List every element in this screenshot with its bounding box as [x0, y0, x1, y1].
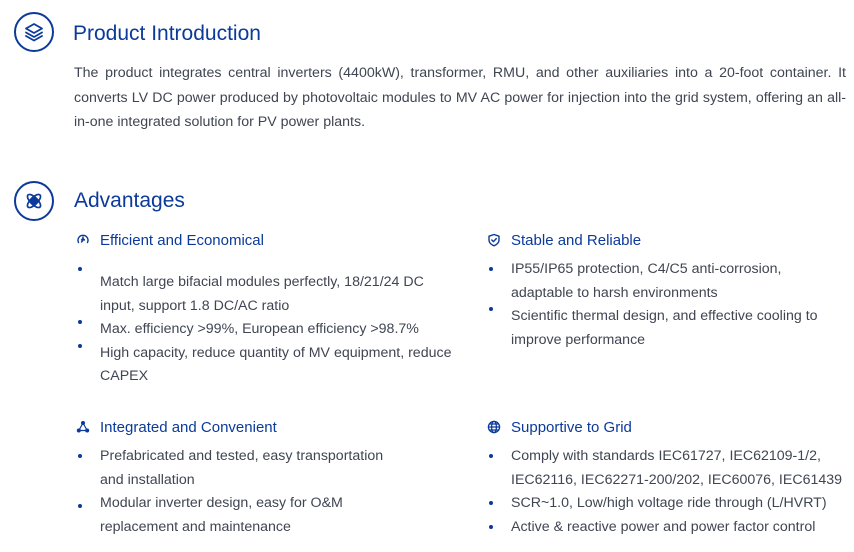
intro-text: The product integrates central inverters (4400kW), transformer, RMU, and other auxiliaries into a 20-foot container. It converts LV DC power produced by photovoltaic modules to MV AC power for injection into the grid system, offering an all-in-one integrated solution for PV power plants. — [74, 65, 846, 130]
list-item-text: Max. efficiency >99%, European efficiency >98.7% — [100, 321, 419, 337]
list-item — [486, 492, 848, 516]
list-item-text: Modular inverter design, easy for O&M replacement and maintenance — [100, 495, 343, 535]
advantage-title: Supportive to Grid — [511, 418, 632, 436]
advantage-grid — [486, 417, 848, 539]
network-icon — [75, 419, 91, 435]
advantage-title: Efficient and Economical — [100, 231, 264, 249]
advantage-stable — [486, 230, 846, 352]
efficiency-icon — [75, 232, 91, 248]
list-item-text: High capacity, reduce quantity of MV equipment, reduce CAPEX — [100, 344, 452, 384]
list-item — [75, 445, 400, 492]
bullet-dot — [489, 454, 493, 458]
bullet-dot — [489, 307, 493, 311]
bullet-dot — [78, 267, 82, 271]
globe-icon — [486, 419, 502, 435]
bullet-dot — [78, 344, 82, 348]
list-item — [486, 305, 846, 352]
bullet-dot — [78, 320, 82, 324]
list-item-text: Prefabricated and tested, easy transportation and installation — [100, 448, 384, 488]
bullet-dot — [489, 525, 493, 529]
layers-icon — [14, 12, 54, 52]
bullet-dot — [489, 267, 493, 271]
list-item — [75, 318, 455, 342]
atom-icon — [14, 181, 54, 221]
list-item-text: IP55/IP65 protection, C4/C5 anti-corrosion, adaptable to harsh environments — [511, 261, 782, 301]
list-item — [486, 445, 848, 492]
advantage-integrated — [75, 417, 455, 539]
list-item — [486, 258, 846, 305]
list-item — [75, 492, 400, 539]
advantage-title: Stable and Reliable — [511, 231, 642, 249]
list-item-text: Scientific thermal design, and effective cooling to improve performance — [511, 308, 818, 348]
bullet-dot — [489, 501, 493, 505]
bullet-dot — [78, 454, 82, 458]
intro-title: Product Introduction — [73, 22, 261, 45]
list-item — [486, 516, 848, 540]
list-item-text: Match large bifacial modules perfectly, 18/21/24 DC input, support 1.8 DC/AC ratio — [100, 274, 424, 314]
list-item-text: Comply with standards IEC61727, IEC62109-1/2, IEC62116, IEC62271-200/202, IEC60076, IEC61439 — [511, 448, 843, 488]
bullet-dot — [78, 504, 82, 508]
shield-icon — [486, 232, 502, 248]
advantages-title: Advantages — [74, 189, 185, 212]
list-item-text: Active & reactive power and power factor control — [511, 518, 816, 535]
advantage-title: Integrated and Convenient — [100, 418, 277, 436]
list-item — [75, 342, 455, 389]
list-item — [75, 265, 455, 318]
advantage-efficient — [75, 230, 455, 389]
list-item-text: SCR~1.0, Low/high voltage ride through (L/HVRT) — [511, 495, 827, 511]
